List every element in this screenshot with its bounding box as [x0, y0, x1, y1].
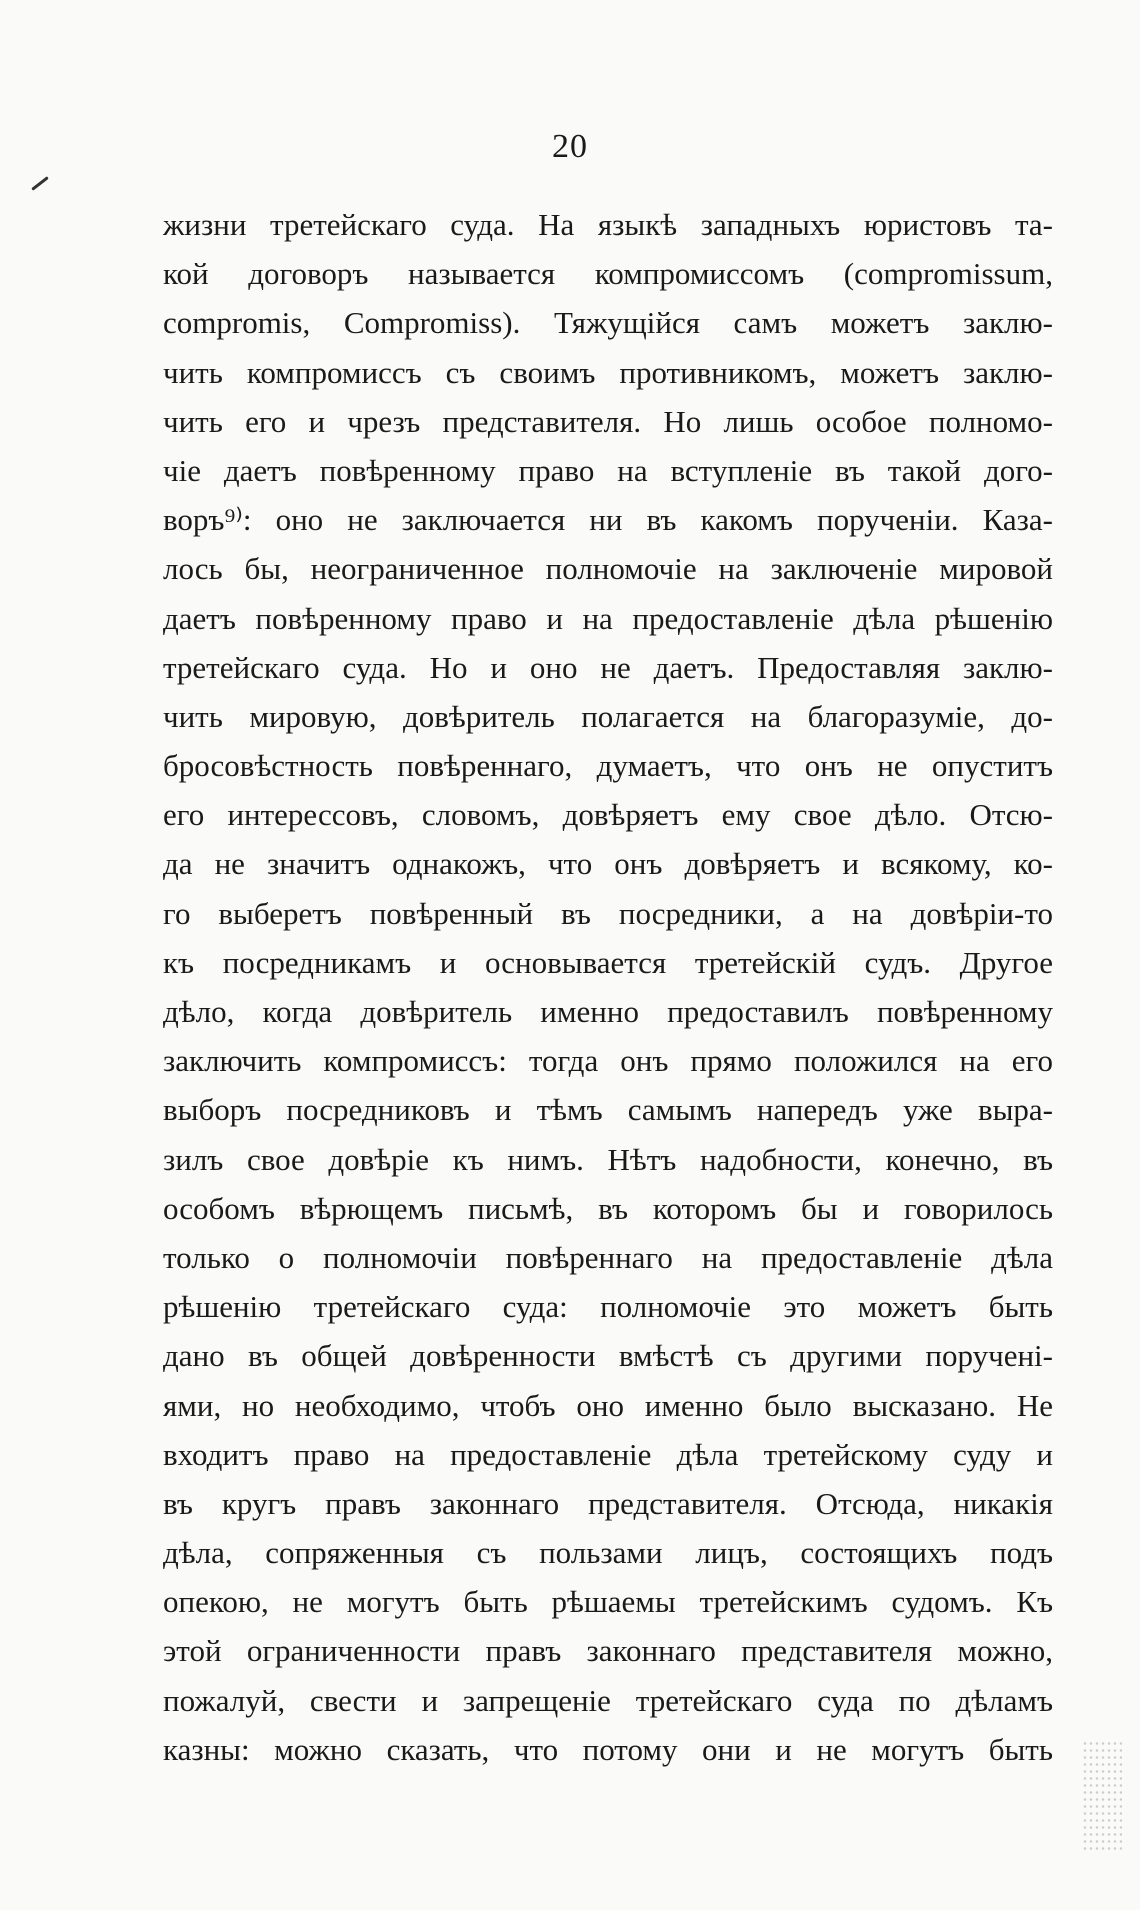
text-line: въ кругъ правъ законнаго представителя. Отсюда, никакія	[163, 1485, 1053, 1521]
text-line: бросовѣстность повѣреннаго, думаетъ, что онъ не опуститъ	[163, 748, 1053, 784]
text-line: къ посредникамъ и основывается третейскій судъ. Другое	[163, 944, 1053, 980]
text-line: воръ⁹⁾: оно не заключается ни въ какомъ порученіи. Каза-	[163, 502, 1053, 538]
text-line: его интерессовъ, словомъ, довѣряетъ ему свое дѣло. Отсю-	[163, 797, 1053, 833]
text-line: кой договоръ называется компромиссомъ (compromissum,	[163, 256, 1053, 292]
text-line: заключить компромиссъ: тогда онъ прямо положился на его	[163, 1043, 1053, 1079]
text-line: опекою, не могутъ быть рѣшаемы третейскимъ судомъ. Къ	[163, 1584, 1053, 1620]
text-line: лось бы, неограниченное полномочіе на заключеніе мировой	[163, 551, 1053, 587]
text-line: только о полномочіи повѣреннаго на предоставленіе дѣла	[163, 1239, 1053, 1275]
text-line: этой ограниченности правъ законнаго представителя можно,	[163, 1633, 1053, 1669]
text-line: рѣшенію третейскаго суда: полномочіе это можетъ быть	[163, 1289, 1053, 1325]
text-line: дѣла, сопряженныя съ пользами лицъ, состоящихъ подъ	[163, 1535, 1053, 1571]
text-line: пожалуй, свести и запрещеніе третейскаго суда по дѣламъ	[163, 1682, 1053, 1718]
text-line: казны: можно сказать, что потому они и не могутъ быть	[163, 1731, 1053, 1767]
text-line: входитъ право на предоставленіе дѣла третейскому суду и	[163, 1436, 1053, 1472]
text-line: дано въ общей довѣренности вмѣстѣ съ другими порученi-	[163, 1338, 1053, 1374]
text-line: ями, но необходимо, чтобъ оно именно было высказано. Не	[163, 1387, 1053, 1423]
text-line: особомъ вѣрющемъ письмѣ, въ которомъ бы и говорилось	[163, 1190, 1053, 1226]
text-line: чить его и чрезъ представителя. Но лишь особое полномо-	[163, 403, 1053, 439]
text-line: чить компромиссъ съ своимъ противникомъ, можетъ заклю-	[163, 354, 1053, 390]
text-line: чить мировую, довѣритель полагается на благоразуміе, до-	[163, 698, 1053, 734]
page-number: 20	[552, 128, 588, 165]
text-line: выборъ посредниковъ и тѣмъ самымъ напередъ уже выра-	[163, 1092, 1053, 1128]
margin-pencil-mark	[31, 176, 49, 191]
text-line: го выберетъ повѣренный въ посредники, а на довѣріи-то	[163, 895, 1053, 931]
text-line: третейскаго суда. Но и оно не даетъ. Предоставляя заклю-	[163, 649, 1053, 685]
paper-speckle	[1082, 1740, 1122, 1850]
text-line: дѣло, когда довѣритель именно предоставилъ повѣренному	[163, 994, 1053, 1029]
text-line: жизни третейскаго суда. На языкѣ западныхъ юристовъ та-	[163, 207, 1053, 242]
text-line: compromis, Compromiss). Тяжущійся самъ можетъ заклю-	[163, 305, 1053, 341]
text-line: чіе даетъ повѣренному право на вступленіе въ такой дого-	[163, 452, 1053, 488]
text-line: зилъ свое довѣріе къ нимъ. Нѣтъ надобности, конечно, въ	[163, 1141, 1053, 1177]
text-line: да не значитъ однакожъ, что онъ довѣряетъ и всякому, ко-	[163, 846, 1053, 882]
text-line: даетъ повѣренному право и на предоставленіе дѣла рѣшенію	[163, 600, 1053, 636]
body-text	[163, 200, 1053, 1774]
